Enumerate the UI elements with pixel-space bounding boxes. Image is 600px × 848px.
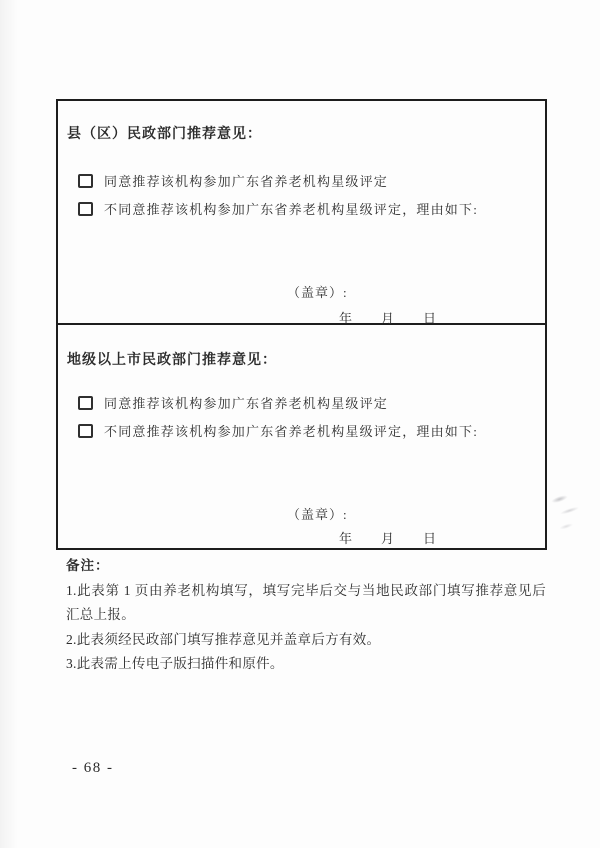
checkbox-icon xyxy=(78,396,93,410)
note-item: 2.此表须经民政部门填写推荐意见并盖章后方有效。 xyxy=(66,631,381,647)
scan-smudge-artifact xyxy=(544,479,592,539)
note-item: 1.此表第 1 页由养老机构填写，填写完毕后交与当地民政部门填写推荐意见后汇总上报。 xyxy=(66,582,546,622)
option-label: 同意推荐该机构参加广东省养老机构星级评定 xyxy=(104,396,389,411)
notes-block xyxy=(66,554,546,677)
checkbox-icon xyxy=(78,174,93,188)
date-line: 年 月 日 xyxy=(339,311,438,326)
option-row-agree xyxy=(78,393,388,412)
county-recommendation-section xyxy=(58,101,545,325)
note-item: 3.此表需上传电子版扫描件和原件。 xyxy=(66,656,284,671)
page-number: - 68 - xyxy=(72,760,114,776)
checkbox-icon xyxy=(78,202,93,216)
option-row-agree xyxy=(78,171,388,190)
option-label: 同意推荐该机构参加广东省养老机构星级评定 xyxy=(104,174,389,189)
section-title: 地级以上市民政部门推荐意见： xyxy=(67,353,277,368)
section-title: 县（区）民政部门推荐意见： xyxy=(67,127,262,142)
city-recommendation-section xyxy=(58,325,545,546)
recommendation-form-table xyxy=(56,99,547,550)
option-row-disagree xyxy=(78,199,478,218)
option-label: 不同意推荐该机构参加广东省养老机构星级评定，理由如下: xyxy=(104,202,479,217)
seal-label: （盖章）: xyxy=(287,285,348,300)
checkbox-icon xyxy=(78,424,93,438)
option-label: 不同意推荐该机构参加广东省养老机构星级评定，理由如下: xyxy=(104,424,479,439)
notes-title: 备注： xyxy=(66,558,110,573)
option-row-disagree xyxy=(78,421,478,440)
seal-label: （盖章）: xyxy=(287,507,348,522)
date-line: 年 月 日 xyxy=(339,531,438,546)
